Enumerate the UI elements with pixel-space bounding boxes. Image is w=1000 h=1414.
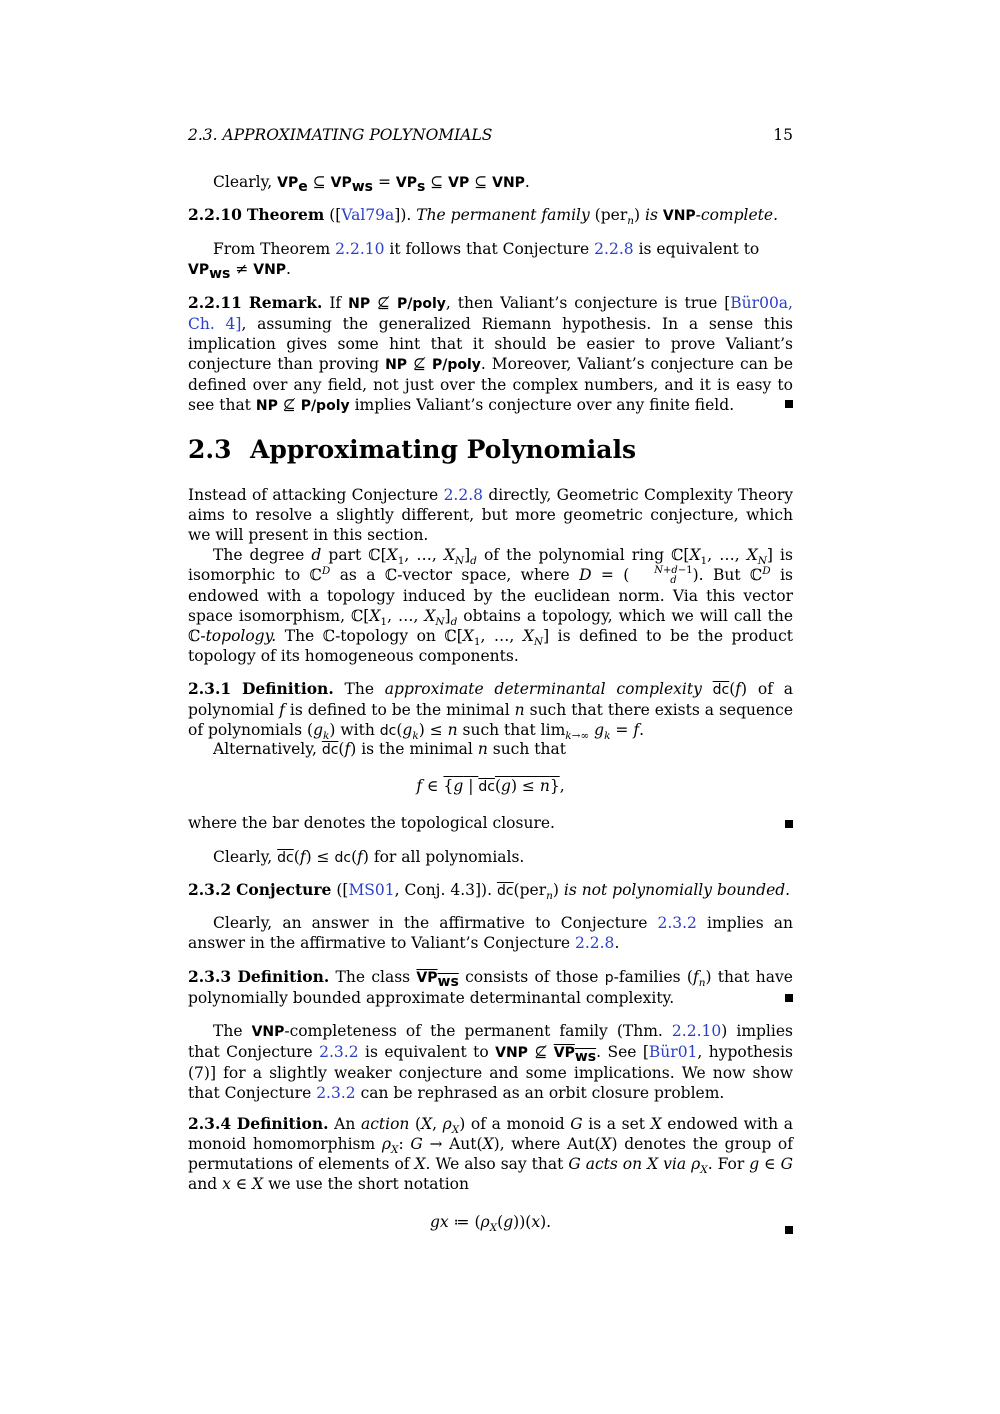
definition-2-3-1: 2.3.1 Definition. The approximate determinantal complexity $\overline{dc}(f)$ of a polynomial f is defined to be the minimal n such that there exists a sequence of polynomials $(g_k)$ with $dc(g_k) \le n$ such that $\lim_{k\to\infty} g_k = f$. [188,679,794,743]
paragraph-equivalence: From Theorem 2.2.10 it follows that Conjecture 2.2.8 is equivalent to [213,240,760,258]
conjecture-ref-link[interactable]: 2.3.2 [316,1084,356,1102]
conjecture-ref-link[interactable]: 2.2.8 [574,934,615,952]
formula-vpws-neq-vnp: $VP_{ws}$ ≠ VNP. [188,260,291,283]
page-number: 15 [773,126,793,144]
paragraph-topology: The degree d part $ℂ[X_1$, …, $X_N]_d$ of the polynomial ring $ℂ[X_1$, …, $X_N$] is isomorphic to ℂ$^D$ as a ℂ-vector space, where D = ( N+d−1 d ). But ℂ$^D$ is endowed with a topology induced by the euclidean norm. Via this vector space isomorphism, $ℂ[X_1$, …, $X_N]_d$ obtains a topology, which we will call the ℂ-topology. The ℂ-topology on $ℂ[X_1$, …, $X_N$] is defined to be the product topology of its homogeneous components. [188,546,794,665]
end-of-definition-marker [785,994,793,1002]
end-of-definition-marker [785,820,793,828]
end-of-remark-marker [785,400,793,408]
citation-link[interactable]: Val79a [341,206,395,224]
definition-2-3-4: 2.3.4 Definition. An action (X, $\rho_X$) of a monoid G is a set X endowed with a monoid homomorphism $\rho_X$: G → Aut(X), where Aut(X) denotes the group of permutations of elements of X. We also say that G acts on X via $\rho_X$. For g ∈ G and x ∈ X we use the short notation [188,1114,793,1193]
citation-link[interactable]: Bür00a [730,294,789,312]
definition-2-3-1-alternative: Alternatively, $\overline{dc}(f)$ is the minimal n such that [213,740,566,758]
paragraph-vnp-completeness: The VNP-completeness of the permanent family (Thm. 2.2.10) implies that Conjecture 2.3.2 is equivalent to VNP ⊈ $VP_{ws}$. See [Bür01, hypothesis (7)] for a slightly weaker conjecture and some implications. We now show that Conjecture 2.3.2 can be rephrased as an orbit closure problem. [188,1022,794,1102]
conjecture-ref-link[interactable]: 2.2.8 [443,486,484,504]
running-header-section: 2.3. APPROXIMATING POLYNOMIALS [188,126,493,144]
definition-2-3-1-closing: where the bar denotes the topological closure. [188,814,555,832]
paragraph-vp-inclusions: Clearly, $VP_e$ ⊆ $VP_{ws} = VP_s$ ⊆ VP ⊆ VNP. [213,173,530,196]
conjecture-ref-link[interactable]: 2.3.2 [657,914,697,932]
paragraph-affirmative: Clearly, an answer in the affirmative to Conjecture 2.3.2 implies an answer in the affirmative to Valiant’s Conjecture 2.2.8. [188,914,793,952]
paragraph-intro: Instead of attacking Conjecture 2.2.8 directly, Geometric Complexity Theory aims to resolve a slightly different, but more geometric conjecture, which we will present in this section. [188,486,793,544]
theorem-ref-link[interactable]: 2.2.10 [335,240,385,258]
paragraph-dc-bound: Clearly, $\overline{dc}(f) \le dc(f)$ for all polynomials. [213,848,525,866]
end-of-definition-marker [785,1226,793,1234]
definition-2-3-3: 2.3.3 Definition. The class $VP_{ws}$ consists of those p-families $(f_n)$ that have polynomially bounded approximate determinantal complexity. [188,967,793,1007]
theorem-2-2-10: 2.2.10 Theorem ([Val79a]). The permanent family (per$_n$) is VNP-complete. [188,205,779,228]
citation-link[interactable]: Bür01 [648,1043,698,1061]
remark-2-2-11: 2.2.11 Remark. If NP ⊈ P/poly, then Valiant’s conjecture is true [Bür00a, Ch. 4], assuming the generalized Riemann hypothesis. In a sense this implication gives some hint that it should be easier to prove Valiant’s conjecture than proving NP ⊈ P/poly. Moreover, Valiant’s conjecture can be defined over any field, not just over the complex numbers, and it is easy to see that NP ⊈ P/poly implies Valiant’s conjecture over any finite field. [188,293,794,414]
running-header [188,125,793,145]
display-equation-action: gx ≔ $(\rho_X(g))(x)$. [429,1213,552,1235]
conjecture-ref-link[interactable]: 2.2.8 [594,240,634,258]
theorem-ref-link[interactable]: 2.2.10 [671,1022,722,1040]
conjecture-ref-link[interactable]: 2.3.2 [319,1043,359,1061]
conjecture-2-3-2: 2.3.2 Conjecture ([MS01, Conj. 4.3]). $\overline{dc}(per_n)$ is not polynomially bounded. [188,880,791,903]
display-equation-closure: f ∈ {g | dc(g) ≤ n}, [416,777,565,795]
citation-link[interactable]: MS01 [348,881,395,899]
section-heading: 2.3 Approximating Polynomials [188,435,637,464]
